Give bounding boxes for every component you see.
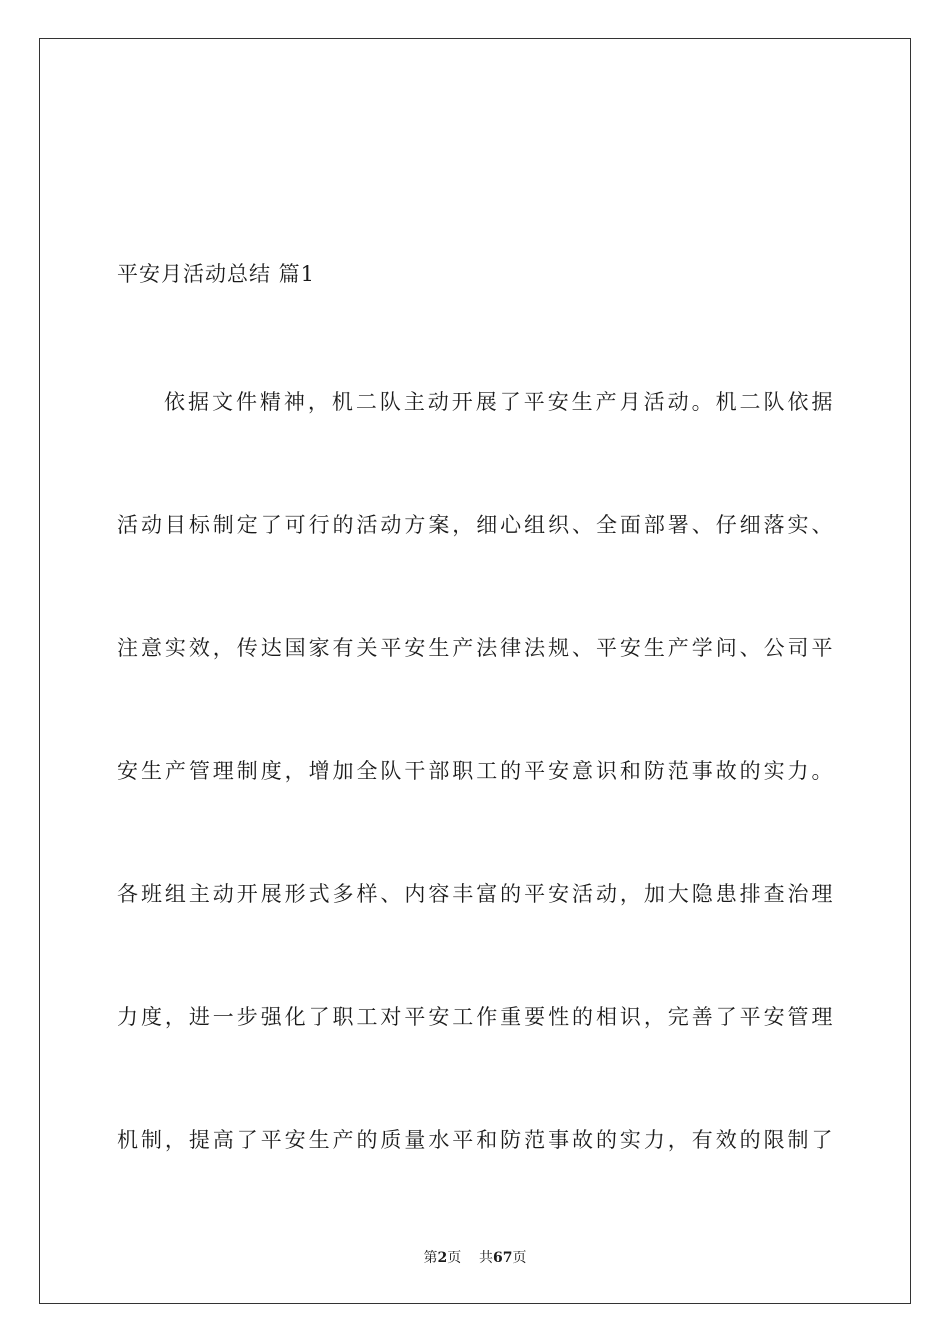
paragraph-line: 机制，提高了平安生产的质量水平和防范事故的实力，有效的限制了 bbox=[117, 1128, 833, 1152]
paragraph-line: 注意实效，传达国家有关平安生产法律法规、平安生产学问、公司平 bbox=[117, 636, 833, 660]
footer-total-pages: 67 bbox=[493, 1250, 513, 1266]
footer-page-prefix: 第 bbox=[423, 1250, 438, 1266]
page-footer bbox=[0, 1247, 950, 1267]
footer-total-suffix: 页 bbox=[512, 1250, 527, 1266]
paragraph-line: 安生产管理制度，增加全队干部职工的平安意识和防范事故的实力。 bbox=[117, 759, 833, 783]
footer-total-prefix: 共 bbox=[479, 1250, 494, 1266]
document-title: 平安月活动总结 篇1 bbox=[117, 262, 316, 286]
footer-page-suffix: 页 bbox=[447, 1250, 462, 1266]
footer-current-page: 2 bbox=[437, 1250, 448, 1266]
paragraph-line: 各班组主动开展形式多样、内容丰富的平安活动，加大隐患排查治理 bbox=[117, 882, 833, 906]
paragraph-line: 活动目标制定了可行的活动方案，细心组织、全面部署、仔细落实、 bbox=[117, 513, 833, 537]
paragraph-line: 依据文件精神，机二队主动开展了平安生产月活动。机二队依据 bbox=[164, 390, 833, 414]
paragraph-line: 力度，进一步强化了职工对平安工作重要性的相识，完善了平安管理 bbox=[117, 1005, 833, 1029]
page-frame bbox=[39, 38, 911, 1304]
